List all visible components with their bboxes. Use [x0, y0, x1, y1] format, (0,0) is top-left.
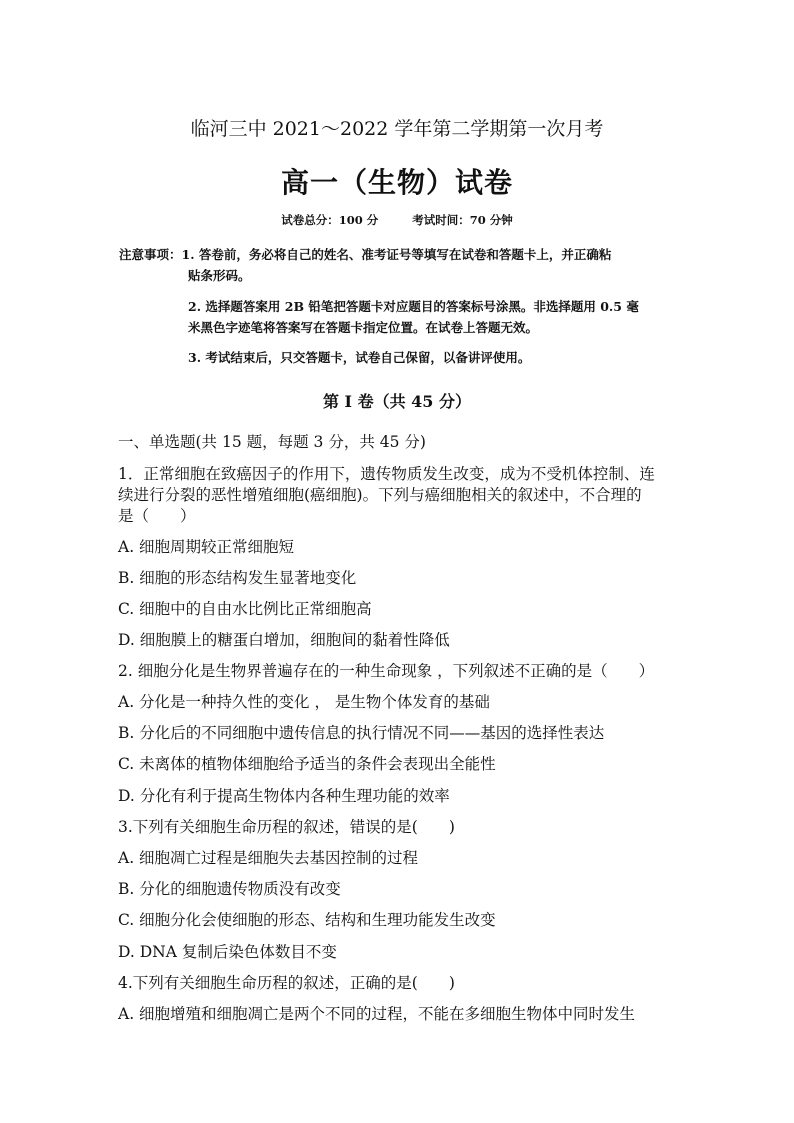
question-3-option-c: C. 细胞分化会使细胞的形态、结构和生理功能发生改变 — [118, 911, 496, 929]
question-3: 3.下列有关细胞生命历程的叙述，错误的是( ) — [118, 818, 455, 836]
question-3-option-a: A. 细胞凋亡过程是细胞失去基因控制的过程 — [118, 849, 419, 867]
notes-item-1 — [119, 245, 611, 263]
total-score: 试卷总分：100 分 — [281, 213, 379, 227]
question-1-line-3: 是（ ） — [118, 507, 196, 525]
question-1-option-d: D. 细胞膜上的糖蛋白增加，细胞间的黏着性降低 — [118, 631, 450, 649]
question-2-option-d: D. 分化有利于提高生物体内各种生理功能的效率 — [118, 787, 450, 805]
question-1-option-b: B. 细胞的形态结构发生显著地变化 — [118, 569, 357, 587]
notes-item-3: 3. 考试结束后，只交答题卡，试卷自己保留，以备讲评使用。 — [188, 350, 531, 365]
notes-item-2-line-2: 米黑色字迹笔将答案写在答题卡指定位置。在试卷上答题无效。 — [188, 320, 539, 335]
question-2-option-b: B. 分化后的不同细胞中遗传信息的执行情况不同——基因的选择性表达 — [118, 724, 605, 742]
question-2-option-c: C. 未离体的植物体细胞给予适当的条件会表现出全能性 — [118, 755, 496, 773]
notes-item-1-line-1: 1. 答卷前，务必将自己的姓名、准考证号等填写在试卷和答题卡上，并正确粘 — [181, 247, 612, 262]
question-4-option-a: A. 细胞增殖和细胞凋亡是两个不同的过程，不能在多细胞生物体中同时发生 — [118, 1005, 636, 1023]
exam-meta — [0, 212, 794, 228]
notes-label: 注意事项： — [119, 247, 182, 262]
question-1-line-1: 1．正常细胞在致癌因子的作用下，遗传物质发生改变，成为不受机体控制、连 — [118, 465, 655, 483]
question-2: 2. 细胞分化是生物界普遍存在的一种生命现象 ，下列叙述不正确的是（ ） — [118, 662, 655, 680]
question-1-line-2: 续进行分裂的恶性增殖细胞(癌细胞)。下列与癌细胞相关的叙述中，不合理的 — [118, 486, 642, 504]
question-4: 4.下列有关细胞生命历程的叙述，正确的是( ) — [118, 974, 455, 992]
question-3-option-d: D. DNA 复制后染色体数目不变 — [118, 943, 337, 961]
section-title: 第 I 卷（共 45 分） — [322, 392, 472, 411]
exam-time: 考试时间：70 分钟 — [412, 213, 513, 227]
notes-item-1-line-2: 贴条形码。 — [188, 268, 251, 283]
subject-title: 高一（生物）试卷 — [280, 166, 513, 199]
school-exam-title: 临河三中 2021～2022 学年第二学期第一次月考 — [190, 118, 604, 140]
notes-item-2-line-1: 2. 选择题答案用 2B 铅笔把答题卡对应题目的答案标号涂黑。非选择题用 0.5 毫 — [188, 299, 639, 314]
question-1-option-a: A. 细胞周期较正常细胞短 — [118, 538, 295, 556]
section-heading: 一、单选题(共 15 题，每题 3 分，共 45 分) — [118, 433, 426, 451]
question-1-option-c: C. 细胞中的自由水比例比正常细胞高 — [118, 600, 372, 618]
question-2-option-a: A. 分化是一种持久性的变化 ， 是生物个体发育的基础 — [118, 693, 490, 711]
question-3-option-b: B. 分化的细胞遗传物质没有改变 — [118, 880, 341, 898]
